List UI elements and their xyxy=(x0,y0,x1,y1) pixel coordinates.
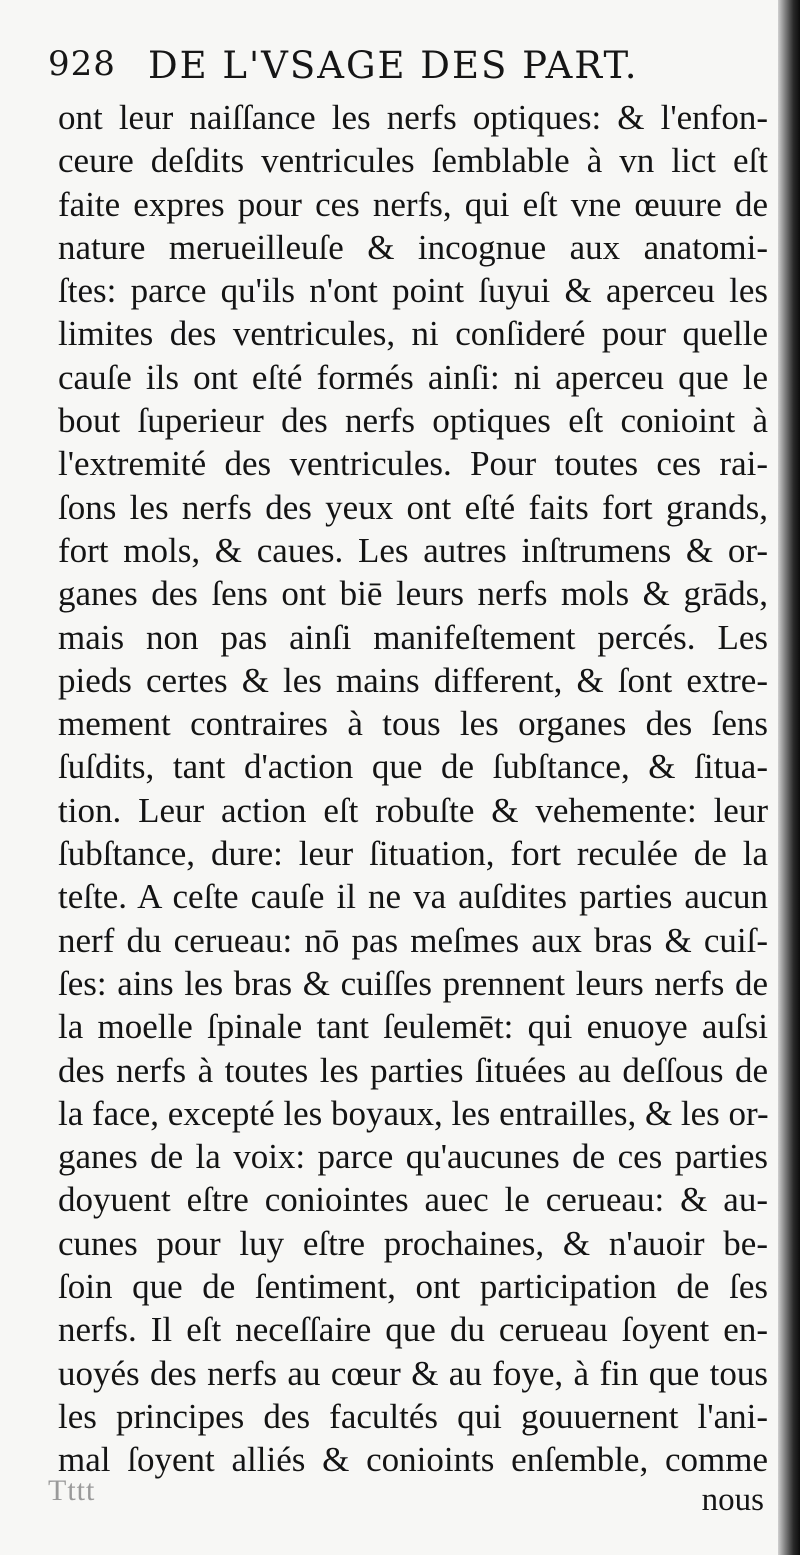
text-line: fort mols, & caues. Les autres inſtrumens & or- xyxy=(58,530,768,570)
text-line: ceure deſdits ventricules ſemblable à vn lict eſt xyxy=(58,141,768,181)
text-line: mal ſoyent alliés & conioints enſemble, comme xyxy=(58,1440,768,1480)
text-line: nature merueilleuſe & incognue aux anatomi- xyxy=(58,227,768,267)
binding-edge xyxy=(778,0,800,1555)
text-line: pieds certes & les mains different, & ſont extre- xyxy=(58,660,768,700)
text-line: limites des ventricules, ni conſideré pour quelle xyxy=(58,314,768,354)
text-line: mement contraires à tous les organes des ſens xyxy=(58,704,768,744)
text-line: la moelle ſpinale tant ſeulemēt: qui enuoye auſsi xyxy=(58,1007,768,1047)
page-header xyxy=(48,40,768,94)
text-line: uoyés des nerfs au cœur & au foye, à fin que tous xyxy=(58,1353,768,1393)
text-line: ſubſtance, dure: leur ſituation, fort reculée de la xyxy=(58,834,768,874)
text-line: faite expres pour ces nerfs, qui eſt vne œuure de xyxy=(58,184,768,224)
signature-mark: Tttt xyxy=(48,1474,96,1507)
text-line: nerf du cerueau: nō pas meſmes aux bras & cuiſ- xyxy=(58,920,768,960)
running-head: DE L'VSAGE DES PART. xyxy=(148,44,639,87)
text-line: ganes de la voix: parce qu'aucunes de ces parties xyxy=(58,1137,768,1177)
text-line: des nerfs à toutes les parties ſituées au deſſous de xyxy=(58,1050,768,1090)
page-footer xyxy=(48,1472,768,1532)
text-line: les principes des facultés qui gouuernent l'ani- xyxy=(58,1396,768,1436)
text-line: cunes pour luy eſtre prochaines, & n'auoir be- xyxy=(58,1223,768,1263)
text-line: ganes des ſens ont biē leurs nerfs mols & grāds, xyxy=(58,574,768,614)
text-line: la face, excepté les boyaux, les entrailles, & les or- xyxy=(58,1093,769,1133)
text-line: ſoin que de ſentiment, ont participation de ſes xyxy=(58,1267,768,1307)
folio-number: 928 xyxy=(48,44,116,84)
catchword: nous xyxy=(701,1482,764,1518)
text-line: ont leur naiſſance les nerfs optiques: & l'enfon- xyxy=(58,98,768,137)
text-line: ſons les nerfs des yeux ont eſté faits fort grands, xyxy=(58,487,768,527)
text-line: teſte. A ceſte cauſe il ne va auſdites parties aucun xyxy=(58,877,768,917)
text-line: bout ſuperieur des nerfs optiques eſt conioint à xyxy=(58,401,768,441)
text-line: ſes: ains les bras & cuiſſes prennent leurs nerfs de xyxy=(58,963,768,1003)
text-line: nerfs. Il eſt neceſſaire que du cerueau ſoyent en- xyxy=(58,1310,768,1350)
text-line: doyuent eſtre coniointes auec le cerueau: & au- xyxy=(58,1180,768,1220)
text-line: ſtes: parce qu'ils n'ont point ſuyui & aperceu les xyxy=(58,271,768,311)
text-line: mais non pas ainſi manifeſtement percés. Les xyxy=(58,617,768,657)
text-line: l'extremité des ventricules. Pour toutes ces rai- xyxy=(58,444,768,484)
body-text xyxy=(58,96,768,1482)
text-line: tion. Leur action eſt robuſte & vehemente: leur xyxy=(58,790,768,830)
text-line: ſuſdits, tant d'action que de ſubſtance, & ſitua- xyxy=(58,747,768,787)
text-line: cauſe ils ont eſté formés ainſi: ni aperceu que le xyxy=(58,357,768,397)
